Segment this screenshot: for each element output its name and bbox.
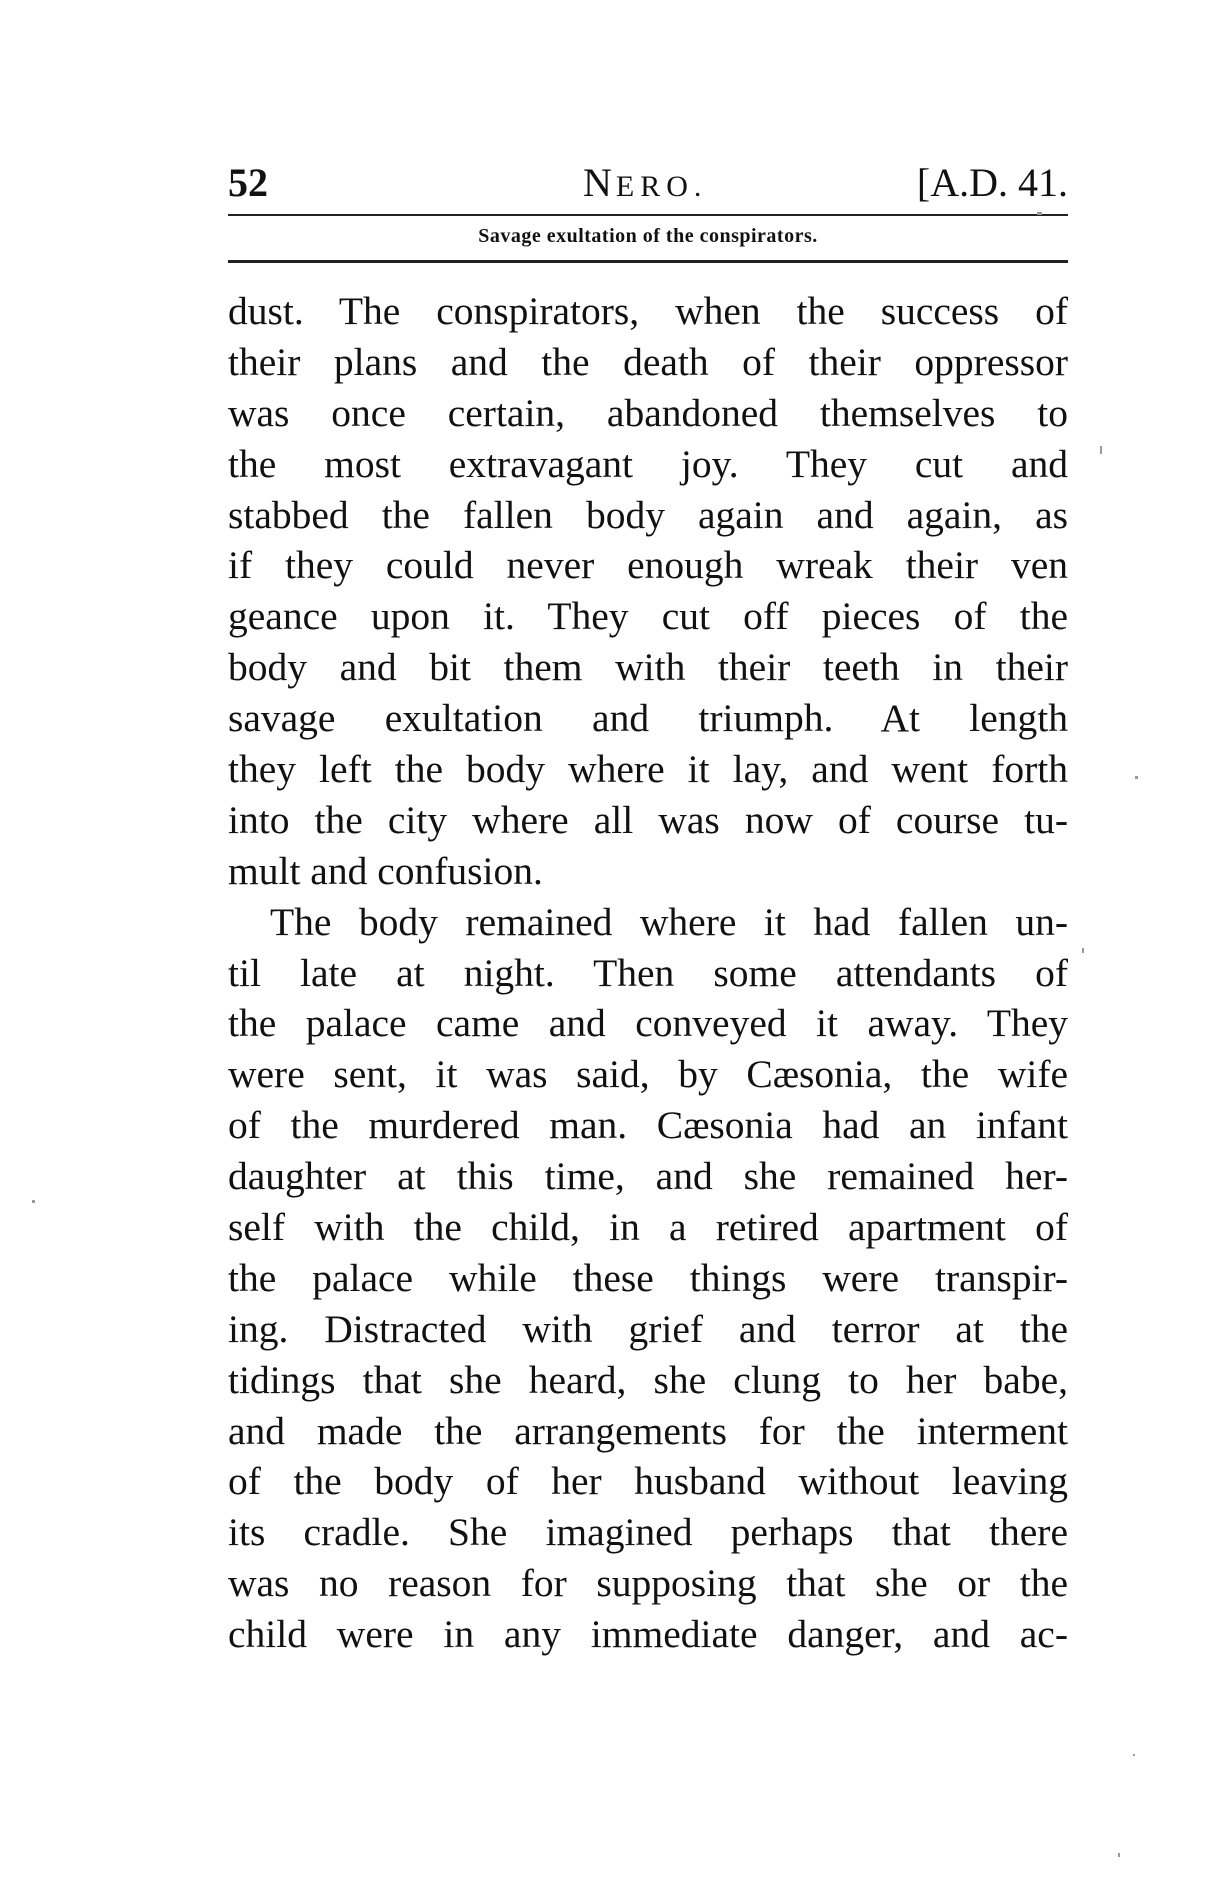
scan-speck [1082, 948, 1084, 953]
text-line: self with the child, in a retired apartment of [228, 1205, 1068, 1250]
text-line: into the city where all was now of course tu- [228, 797, 1068, 842]
text-line: savage exultation and triumph. At length [228, 696, 1068, 741]
text-line: and made the arrangements for the interment [228, 1408, 1068, 1453]
text-line: they left the body where it lay, and went forth [228, 747, 1068, 792]
text-line: geance upon it. They cut off pieces of the [228, 594, 1068, 639]
text-line: of the body of her husband without leaving [228, 1459, 1068, 1504]
text-line: of the murdered man. Cæsonia had an infant [228, 1103, 1068, 1148]
text-line: the palace while these things were transpir- [228, 1255, 1068, 1300]
running-head-date: [A.D. 41. [916, 160, 1068, 205]
paragraph-1 [228, 286, 1068, 897]
paragraph-2 [228, 897, 1068, 1660]
book-title-initial: N [583, 160, 616, 205]
text-line: dust. The conspirators, when the success of [228, 289, 1068, 333]
text-line: daughter at this time, and she remained her- [228, 1154, 1068, 1199]
scan-speck [1118, 1853, 1120, 1857]
text-line: its cradle. She imagined perhaps that there [228, 1510, 1068, 1555]
text-line: body and bit them with their teeth in their [228, 645, 1068, 690]
running-head [228, 158, 1068, 208]
scan-speck [32, 1200, 35, 1203]
text-line: The body remained where it had fallen un- [270, 899, 1068, 944]
page-subheading: Savage exultation of the conspirators. [478, 225, 818, 247]
text-line: their plans and the death of their oppressor [228, 339, 1068, 384]
header-rule-top [228, 214, 1068, 216]
text-line: if they could never enough wreak their ven [228, 543, 1068, 588]
scan-speck [1100, 446, 1102, 454]
text-line: were sent, it was said, by Cæsonia, the wife [228, 1052, 1068, 1097]
text-line: was once certain, abandoned themselves to [228, 390, 1068, 435]
text-line: til late at night. Then some attendants of [228, 950, 1068, 995]
text-line: mult and confusion. [228, 848, 543, 893]
body-text [228, 286, 1068, 1660]
text-line: tidings that she heard, she clung to her babe, [228, 1357, 1068, 1402]
text-line: the palace came and conveyed it away. They [228, 1001, 1068, 1046]
text-line: the most extravagant joy. They cut and [228, 441, 1068, 486]
header-rule-bottom [228, 260, 1068, 263]
page-number: 52 [228, 160, 268, 205]
text-line: child were in any immediate danger, and ac- [228, 1612, 1068, 1657]
scan-speck [1135, 776, 1138, 779]
text-line: was no reason for supposing that she or the [228, 1561, 1068, 1606]
book-title-rest: ERO. [615, 170, 708, 203]
text-line: stabbed the fallen body again and again, as [228, 492, 1068, 537]
scan-speck [1037, 212, 1042, 215]
text-line: ing. Distracted with grief and terror at the [228, 1306, 1068, 1351]
book-title [583, 158, 707, 212]
scan-speck [1133, 1754, 1135, 1756]
